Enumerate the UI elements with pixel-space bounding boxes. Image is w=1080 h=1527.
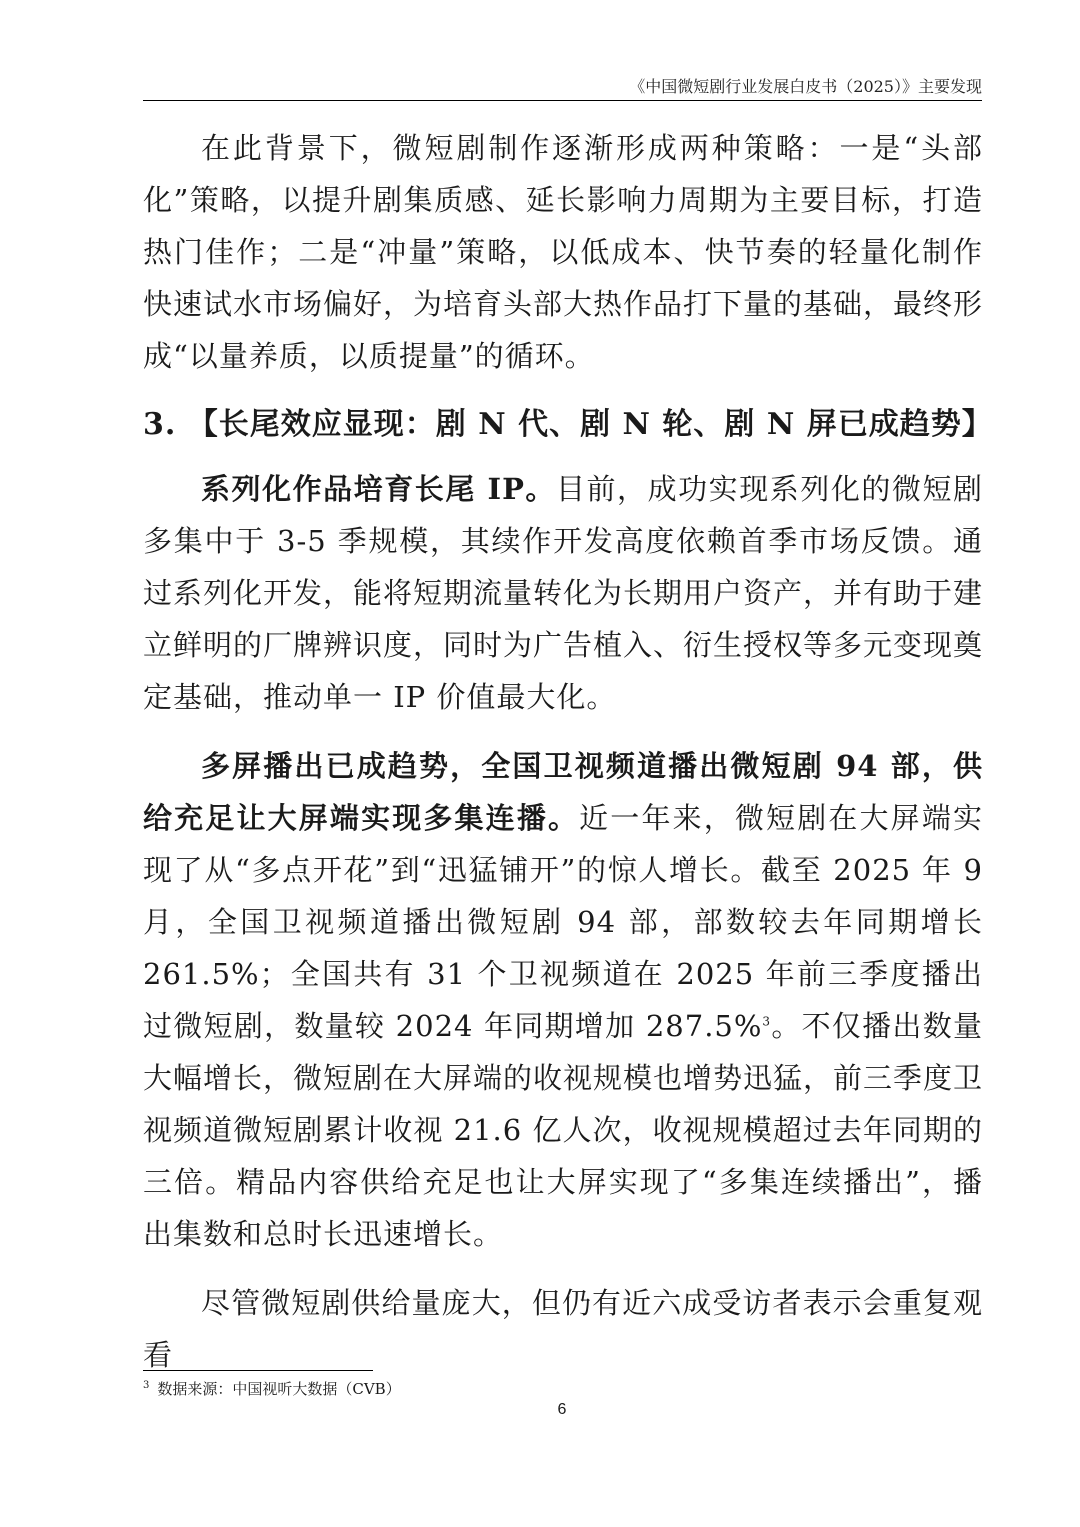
paragraph-series-ip: [143, 463, 983, 723]
paragraph-multiscreen-body-1: 近一年来，微短剧在大屏端实现了从“多点开花”到“迅猛铺开”的惊人增长。截至 2025 年 9 月，全国卫视频道播出微短剧 94 部，部数较去年同期增长 261.5%；全国共有 31 个卫视频道在 2025 年前三季度播出过微短剧，数量较 2024 年同期增加 287.5%: [143, 801, 983, 1043]
section-heading-3: 3. 【长尾效应显现：剧 N 代、剧 N 轮、剧 N 屏已成趋势】: [143, 407, 993, 442]
paragraph-strategies: 在此背景下，微短剧制作逐渐形成两种策略：一是“头部化”策略，以提升剧集质感、延长影响力周期为主要目标，打造热门佳作；二是“冲量”策略，以低成本、快节奏的轻量化制作快速试水市场偏好，为培育头部大热作品打下量的基础，最终形成“以量养质，以质提量”的循环。: [143, 131, 984, 373]
paragraph-series-ip-lead: 系列化作品培育长尾 IP。: [201, 472, 556, 506]
footnote-marker: 3: [143, 1380, 150, 1391]
footnote-text: 数据来源：中国视听大数据（CVB）: [157, 1380, 401, 1398]
paragraph-multiscreen-body-2: 。不仅播出数量大幅增长，微短剧在大屏端的收视规模也增势迅猛，前三季度卫视频道微短剧累计收视 21.6 亿人次，收视规模超过去年同期的三倍。精品内容供给充足也让大屏实现了“多集连续播出”，播出集数和总时长迅速增长。: [143, 1009, 984, 1251]
page-number: 6: [557, 1401, 567, 1418]
footnote: [143, 1378, 401, 1400]
footnote-divider: [143, 1370, 373, 1371]
footnote-reference[interactable]: 3: [762, 1014, 772, 1029]
page-body: [143, 122, 993, 1381]
running-header-title: 《中国微短剧行业发展白皮书（2025）》主要发现: [629, 77, 982, 96]
paragraph-multiscreen: [143, 740, 983, 1260]
paragraph-rewatch: 尽管微短剧供给量庞大，但仍有近六成受访者表示会重复观看: [143, 1286, 983, 1372]
running-header: [143, 74, 982, 101]
paragraph-series-ip-body: 目前，成功实现系列化的微短剧多集中于 3-5 季规模，其续作开发高度依赖首季市场反馈。通过系列化开发，能将短期流量转化为长期用户资产，并有助于建立鲜明的厂牌辨识度，同时为广告植入、衍生授权等多元变现奠定基础，推动单一 IP 价值最大化。: [143, 472, 984, 714]
paragraph-multiscreen-lead: 多屏播出已成趋势，全国卫视频道播出微短剧 94 部，供给充足让大屏端实现多集连播。: [143, 749, 983, 835]
